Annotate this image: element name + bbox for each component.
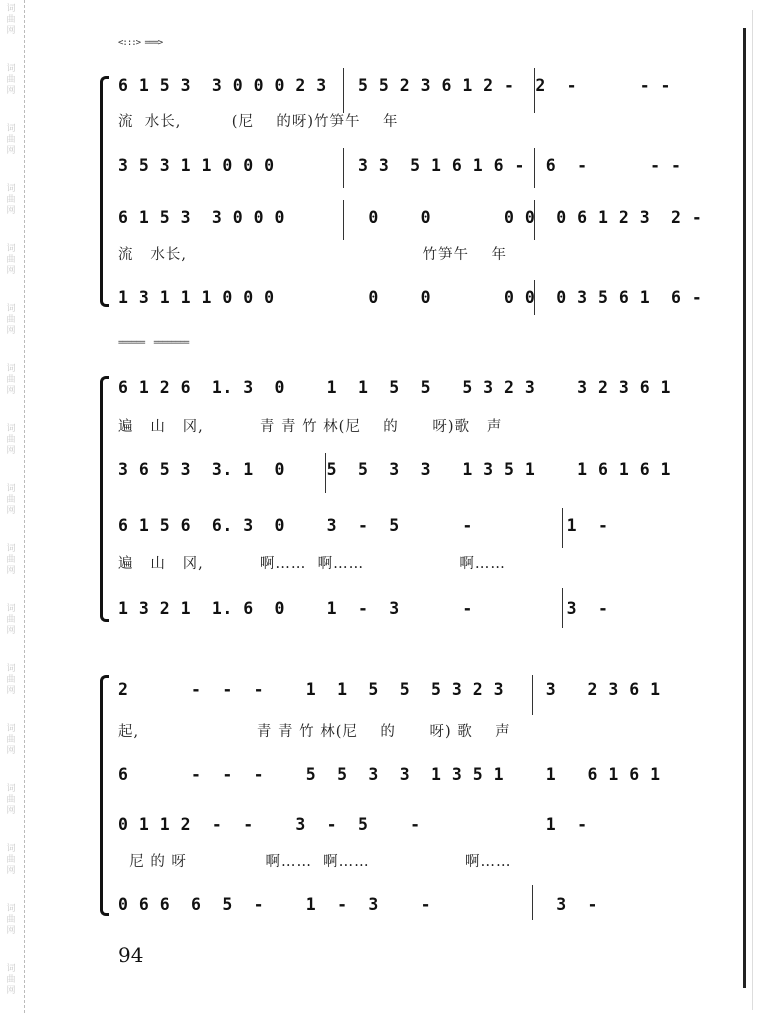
watermark-stamp: 词 曲 网 [6,904,16,936]
staff-line-bass: 1 3 1 1 1 0 0 0 0 0 0 0 0 3 5 6 1 6 - [118,288,703,307]
watermark-stamp: 词 曲 网 [6,124,16,156]
watermark-stamp: 词 曲 网 [6,64,16,96]
lyric-line: 遍 山 冈, 啊…… 啊…… 啊…… [118,556,506,572]
staff-line-alto: 6 - - - 5 5 3 3 1 3 5 1 1 6 1 6 1 [118,765,661,784]
dynamic-marking: <:::> ===> [118,38,163,48]
barline [534,68,535,113]
watermark-stamp: 词 曲 网 [6,4,16,36]
page-margin-line [24,0,25,1013]
score-system-3 [100,670,720,920]
lyric-line: 遍 山 冈, 青 青 竹 林(尼 的 呀)歌 声 [118,419,503,435]
staff-line-alto: 3 5 3 1 1 0 0 0 3 3 5 1 6 1 6 - 6 - - - [118,156,682,175]
score-system-1 [100,38,720,313]
system-brace [100,76,109,307]
lyric-line: 起, 青 青 竹 林(尼 的 呀) 歌 声 [118,724,511,740]
barline [325,453,326,493]
watermark-stamp: 词 曲 网 [6,964,16,996]
watermark-stamp: 词 曲 网 [6,244,16,276]
barline [532,885,533,920]
dynamic-marking: ====== ======== [118,338,189,348]
watermark-stamp: 词 曲 网 [6,844,16,876]
barline [562,508,563,548]
watermark-stamp: 词 曲 网 [6,184,16,216]
staff-line-tenor: 0 1 1 2 - - 3 - 5 - 1 - [118,815,588,834]
watermark-stamp: 词 曲 网 [6,424,16,456]
page-edge-line [752,10,753,1010]
score-system-2 [100,338,720,628]
barline [562,588,563,628]
watermark-stamp: 词 曲 网 [6,724,16,756]
watermark-stamp: 词 曲 网 [6,664,16,696]
system-brace [100,376,109,622]
binding-bar [743,28,746,988]
barline [343,68,344,113]
lyric-line: 尼 的 呀 啊…… 啊…… 啊…… [118,854,512,870]
barline [343,148,344,188]
watermark-stamp: 词 曲 网 [6,304,16,336]
staff-line-tenor: 6 1 5 3 3 0 0 0 0 0 0 0 0 6 1 2 3 2 - [118,208,703,227]
barline [534,148,535,188]
staff-line-soprano: 6 1 5 3 3 0 0 0 2 3 5 5 2 3 6 1 2 - 2 - - - [118,76,671,95]
barline [532,675,533,715]
staff-line-bass: 0 6 6 6 5 - 1 - 3 - 3 - [118,895,598,914]
watermark-stamp: 词 曲 网 [6,544,16,576]
lyric-line: 流 水长, (尼 的呀)竹笋午 年 [118,114,399,130]
watermark-stamp: 词 曲 网 [6,364,16,396]
watermark-stamp: 词 曲 网 [6,604,16,636]
staff-line-alto: 3 6 5 3 3. 1 0 5 5 3 3 1 3 5 1 1 6 1 6 1 [118,460,671,479]
staff-line-soprano: 6 1 2 6 1. 3 0 1 1 5 5 5 3 2 3 3 2 3 6 1 [118,378,671,397]
staff-line-soprano: 2 - - - 1 1 5 5 5 3 2 3 3 2 3 6 1 [118,680,661,699]
lyric-line: 流 水长, 竹笋午 年 [118,247,507,263]
barline [534,200,535,240]
barline [343,200,344,240]
system-brace [100,675,109,916]
page-number: 94 [118,943,144,967]
watermark-stamp: 词 曲 网 [6,784,16,816]
watermark-stamp: 词 曲 网 [6,484,16,516]
staff-line-bass: 1 3 2 1 1. 6 0 1 - 3 - 3 - [118,599,609,618]
staff-line-tenor: 6 1 5 6 6. 3 0 3 - 5 - 1 - [118,516,609,535]
barline [534,280,535,315]
